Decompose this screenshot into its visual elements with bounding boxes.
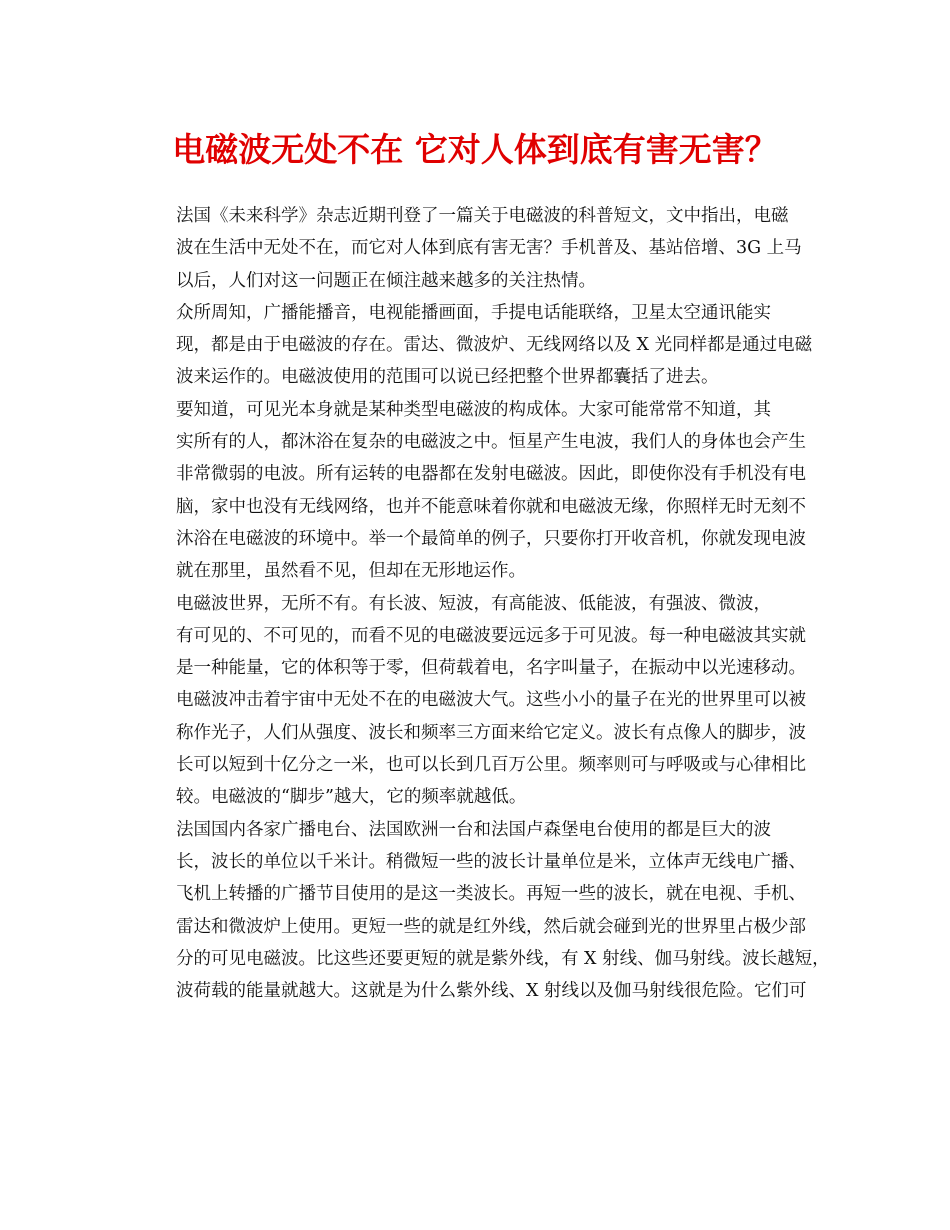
paragraph-5 bbox=[141, 814, 830, 1008]
paragraph-line: 沐浴在电磁波的环境中。举一个最简单的例子，只要你打开收音机，你就发现电波 bbox=[176, 528, 806, 549]
paragraph-4 bbox=[141, 588, 826, 814]
paragraph-line: 脑，家中也没有无线网络，也并不能意味着你就和电磁波无缘，你照样无时无刻不 bbox=[176, 496, 806, 517]
paragraph-line: 较。电磁波的“脚步”越大，它的频率就越低。 bbox=[176, 787, 527, 808]
paragraph-line: 长可以短到十亿分之一米，也可以长到几百万公里。频率则可与呼吸或与心律相比 bbox=[176, 755, 806, 776]
paragraph-2 bbox=[141, 297, 826, 394]
paragraph-line: 法国国内各家广播电台、法国欧洲一台和法国卢森堡电台使用的都是巨大的波 bbox=[176, 819, 771, 840]
paragraph-line: 飞机上转播的广播节目使用的是这一类波长。再短一些的波长，就在电视、手机、 bbox=[176, 884, 806, 905]
paragraph-line: 称作光子，人们从强度、波长和频率三方面来给它定义。波长有点像人的脚步，波 bbox=[176, 722, 806, 743]
paragraph-line: 有可见的、不可见的，而看不见的电磁波要远远多于可见波。每一种电磁波其实就 bbox=[176, 625, 806, 646]
paragraph-line: 分的可见电磁波。比这些还要更短的就是紫外线，有 X 射线、伽马射线。波长越短， bbox=[176, 948, 830, 969]
document-title: 电磁波无处不在 它对人体到底有害无害？ bbox=[172, 130, 778, 169]
paragraph-line: 波在生活中无处不在，而它对人体到底有害无害？手机普及、基站倍增、3G 上马 bbox=[176, 238, 802, 259]
paragraph-line: 波来运作的。电磁波使用的范围可以说已经把整个世界都囊括了进去。 bbox=[176, 367, 719, 388]
paragraph-line: 要知道，可见光本身就是某种类型电磁波的构成体。大家可能常常不知道，其 bbox=[176, 399, 771, 420]
paragraph-line: 现，都是由于电磁波的存在。雷达、微波炉、无线网络以及 X 光同样都是通过电磁 bbox=[176, 335, 813, 356]
paragraph-line: 以后，人们对这一问题正在倾注越来越多的关注热情。 bbox=[176, 270, 596, 291]
paragraph-line: 波荷载的能量就越大。这就是为什么紫外线、X 射线以及伽马射线很危险。它们可 bbox=[176, 981, 807, 1002]
paragraph-line: 长，波长的单位以千米计。稍微短一些的波长计量单位是米，立体声无线电广播、 bbox=[176, 851, 806, 872]
document-body bbox=[141, 200, 830, 1007]
paragraph-line: 电磁波冲击着宇宙中无处不在的电磁波大气。这些小小的量子在光的世界里可以被 bbox=[176, 690, 806, 711]
paragraph-line: 众所周知，广播能播音，电视能播画面，手提电话能联络，卫星太空通讯能实 bbox=[176, 302, 771, 323]
paragraph-line: 实所有的人，都沐浴在复杂的电磁波之中。恒星产生电波，我们人的身体也会产生 bbox=[176, 432, 806, 453]
paragraph-line: 电磁波世界，无所不有。有长波、短波，有高能波、低能波，有强波、微波， bbox=[176, 593, 771, 614]
paragraph-line: 就在那里，虽然看不见，但却在无形地运作。 bbox=[176, 561, 526, 582]
paragraph-line: 雷达和微波炉上使用。更短一些的就是红外线，然后就会碰到光的世界里占极少部 bbox=[176, 916, 806, 937]
paragraph-line: 非常微弱的电波。所有运转的电器都在发射电磁波。因此，即使你没有手机没有电 bbox=[176, 464, 806, 485]
paragraph-line: 是一种能量，它的体积等于零，但荷载着电，名字叫量子，在振动中以光速移动。 bbox=[176, 658, 806, 679]
paragraph-1 bbox=[141, 200, 826, 297]
paragraph-line: 法国《未来科学》杂志近期刊登了一篇关于电磁波的科普短文，文中指出，电磁 bbox=[176, 206, 789, 226]
paragraph-3 bbox=[141, 394, 826, 588]
